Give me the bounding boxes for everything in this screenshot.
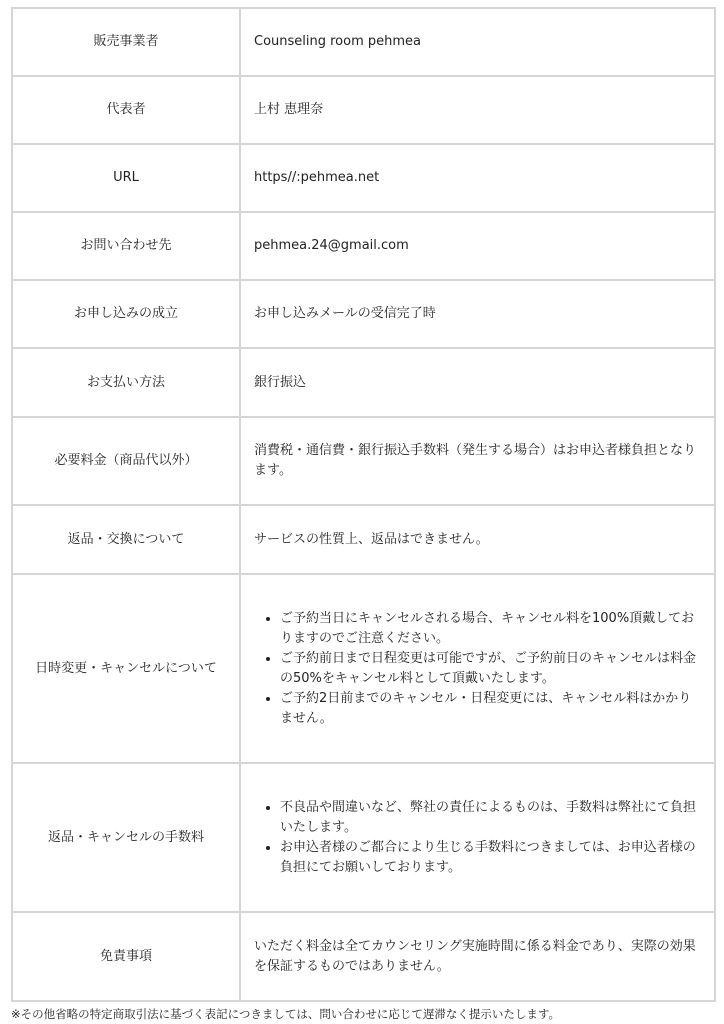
row-label-url: URL [12,144,240,212]
table-row [12,417,715,505]
row-label-disclaimer: 免責事項 [12,912,240,1001]
footnote: ※その他省略の特定商取引法に基づく表記につきましては、問い合わせに応じて遅滞なく提示いたします。 [11,1007,560,1021]
table-row [12,144,715,212]
row-value-contract-formation: お申し込みメールの受信完了時 [240,280,715,348]
row-label-cancel-fees: 返品・キャンセルの手数料 [12,763,240,912]
cancel-fee-list [254,798,696,878]
row-value-reschedule-cancel [240,574,715,763]
row-value-seller: Counseling room pehmea [240,8,715,76]
list-item: • お申込者様のご都合により生じる手数料につきましては、お申込者様の負担にてお願いしております。 [280,838,696,878]
row-label-seller: 販売事業者 [12,8,240,76]
row-label-contact: お問い合わせ先 [12,212,240,280]
row-value-representative: 上村 恵理奈 [240,76,715,144]
list-item: • ご予約2日前までのキャンセル・日程変更には、キャンセル料はかかりません。 [280,689,696,729]
row-label-additional-fees: 必要料金（商品代以外） [12,417,240,505]
table-row [12,280,715,348]
table-row [12,76,715,144]
row-value-url: https//:pehmea.net [240,144,715,212]
row-label-reschedule-cancel: 日時変更・キャンセルについて [12,574,240,763]
table-row [12,763,715,912]
row-label-payment-method: お支払い方法 [12,348,240,417]
row-value-additional-fees: 消費税・通信費・銀行振込手数料（発生する場合）はお申込者様負担となります。 [240,417,715,505]
row-value-payment-method: 銀行振込 [240,348,715,417]
table-row [12,574,715,763]
list-item: • ご予約前日まで日程変更は可能ですが、ご予約前日のキャンセルは料金の50%をキャンセル料として頂戴いたします。 [280,649,696,689]
table-row [12,8,715,76]
list-item: • ご予約当日にキャンセルされる場合、キャンセル料を100%頂戴しておりますのでご注意ください。 [280,609,696,649]
list-item: • 不良品や間違いなど、弊社の責任によるものは、手数料は弊社にて負担いたします。 [280,798,696,838]
table-row [12,348,715,417]
row-label-contract-formation: お申し込みの成立 [12,280,240,348]
table-row [12,505,715,574]
row-value-contact: pehmea.24@gmail.com [240,212,715,280]
row-label-representative: 代表者 [12,76,240,144]
row-value-disclaimer: いただく料金は全てカウンセリング実施時間に係る料金であり、実際の効果を保証するものではありません。 [240,912,715,1001]
row-value-cancel-fees [240,763,715,912]
row-label-returns: 返品・交換について [12,505,240,574]
cancel-policy-list [254,609,696,729]
row-value-returns: サービスの性質上、返品はできません。 [240,505,715,574]
commerce-disclosure-table [11,7,716,1002]
table-row [12,212,715,280]
table-row [12,912,715,1001]
